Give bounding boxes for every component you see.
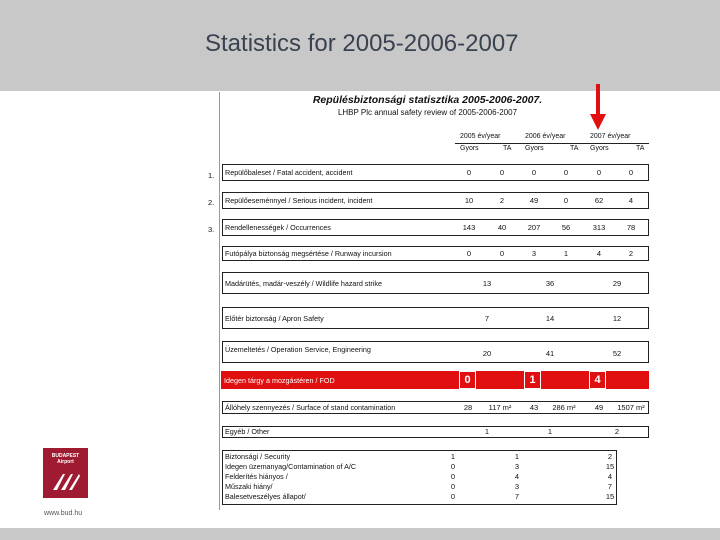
- row-value: 1: [450, 452, 456, 461]
- logo-text: BUDAPEST Airport: [51, 453, 80, 465]
- row-value: 62: [594, 196, 604, 205]
- row-number: 1.: [208, 171, 215, 180]
- row-value: 15: [605, 492, 615, 501]
- row-value: 56: [561, 223, 571, 232]
- row-value: 7: [607, 482, 613, 491]
- row-value: 52: [612, 349, 622, 358]
- row-value: 313: [592, 223, 606, 232]
- row-label: Idegen üzemanyag/Contamination of A/C: [225, 462, 357, 471]
- row-value: 10: [464, 196, 474, 205]
- safety-statistics-sheet: [206, 92, 649, 510]
- row-value: 0: [466, 249, 472, 258]
- fod-row-label: Idegen tárgy a mozgástéren / FOD: [224, 376, 335, 385]
- row-value: 0: [450, 472, 456, 481]
- row-label: Madárütés, madár-veszély / Wildlife hazard strike: [225, 279, 382, 288]
- row-label: Felderítés hiányos /: [225, 472, 288, 481]
- row-value: 4: [628, 196, 634, 205]
- row-value: 12: [612, 314, 622, 323]
- header-rule: [455, 143, 649, 144]
- row-value: 0: [596, 168, 602, 177]
- row-value: 15: [605, 462, 615, 471]
- row-label: Balesetveszélyes állapot/: [225, 492, 306, 501]
- row-value: 1: [514, 452, 520, 461]
- row-value: 1: [547, 427, 553, 436]
- row-value: 3: [531, 249, 537, 258]
- sub-header: TA: [503, 145, 512, 152]
- row-value: 2: [614, 427, 620, 436]
- row-value: 0: [450, 492, 456, 501]
- row-value: 0: [499, 168, 505, 177]
- row-label: Üzemeltetés / Operation Service, Engineering: [225, 345, 371, 354]
- row-value: 207: [527, 223, 541, 232]
- year-header-2005: 2005 év/year: [460, 133, 501, 140]
- fod-value-2007: 4: [589, 371, 606, 389]
- row-value: 0: [531, 168, 537, 177]
- row-value: 4: [596, 249, 602, 258]
- sheet-title: Repülésbiztonsági statisztika 2005-2006-2007.: [312, 94, 543, 106]
- row-value: 1: [563, 249, 569, 258]
- row-label: Állóhely szennyezés / Surface of stand contamination: [225, 403, 396, 412]
- page-title: Statistics for 2005-2006-2007: [205, 30, 519, 57]
- row-value: 14: [545, 314, 555, 323]
- fod-value-2005: 0: [459, 371, 476, 389]
- table-row: [222, 426, 649, 438]
- row-value: 3: [514, 462, 520, 471]
- row-value: 43: [529, 403, 539, 412]
- row-label: Előtér biztonság / Apron Safety: [225, 314, 324, 323]
- row-value: 0: [466, 168, 472, 177]
- sub-header: Gyors: [590, 145, 609, 152]
- row-value: 2: [499, 196, 505, 205]
- row-number: 2.: [208, 198, 215, 207]
- row-value: 0: [563, 196, 569, 205]
- budapest-airport-logo: [43, 448, 88, 498]
- website-link[interactable]: www.bud.hu: [44, 510, 83, 517]
- row-value: 4: [514, 472, 520, 481]
- row-value: 1: [484, 427, 490, 436]
- airport-wing-icon: [51, 472, 81, 492]
- row-number: 3.: [208, 225, 215, 234]
- red-arrow-shaft: [596, 84, 600, 114]
- row-value: 7: [514, 492, 520, 501]
- row-value: 7: [484, 314, 490, 323]
- row-label: Rendellenességek / Occurrences: [225, 223, 331, 232]
- down-arrow-icon: [590, 114, 606, 130]
- row-value: 286 m²: [552, 403, 576, 412]
- row-value: 2: [607, 452, 613, 461]
- row-value: 78: [626, 223, 636, 232]
- row-label: Műszaki hiány/: [225, 482, 273, 491]
- row-label: Repülőbaleset / Fatal accident, accident: [225, 168, 353, 177]
- row-value: 29: [612, 279, 622, 288]
- row-value: 0: [628, 168, 634, 177]
- row-label: Egyéb / Other: [225, 427, 270, 436]
- year-header-2006: 2006 év/year: [525, 133, 566, 140]
- row-value: 117 m²: [488, 403, 512, 412]
- row-value: 143: [462, 223, 476, 232]
- sub-header: Gyors: [460, 145, 479, 152]
- row-value: 0: [450, 482, 456, 491]
- row-label: Repülőeseménnyel / Serious incident, incident: [225, 196, 373, 205]
- row-value: 0: [499, 249, 505, 258]
- row-label: Futópálya biztonság megsértése / Runway incursion: [225, 249, 392, 258]
- row-value: 28: [463, 403, 473, 412]
- row-value: 3: [514, 482, 520, 491]
- row-value: 41: [545, 349, 555, 358]
- row-value: 0: [450, 462, 456, 471]
- row-value: 40: [497, 223, 507, 232]
- row-value: 2: [628, 249, 634, 258]
- sub-header: TA: [636, 145, 645, 152]
- sub-header: Gyors: [525, 145, 544, 152]
- sub-header: TA: [570, 145, 579, 152]
- year-header-2007: 2007 év/year: [590, 133, 631, 140]
- row-value: 36: [545, 279, 555, 288]
- bottom-band: [0, 528, 720, 540]
- fod-value-2006: 1: [524, 371, 541, 389]
- row-value: 0: [563, 168, 569, 177]
- row-value: 1507 m²: [617, 403, 645, 412]
- row-value: 20: [482, 349, 492, 358]
- row-value: 13: [482, 279, 492, 288]
- fod-highlight-row: [221, 371, 649, 389]
- row-value: 4: [607, 472, 613, 481]
- row-value: 49: [594, 403, 604, 412]
- row-value: 49: [529, 196, 539, 205]
- row-label: Biztonsági / Security: [225, 452, 291, 461]
- row-number-divider: [219, 92, 220, 510]
- sheet-subtitle: LHBP Plc annual safety review of 2005-2006-2007: [337, 108, 518, 117]
